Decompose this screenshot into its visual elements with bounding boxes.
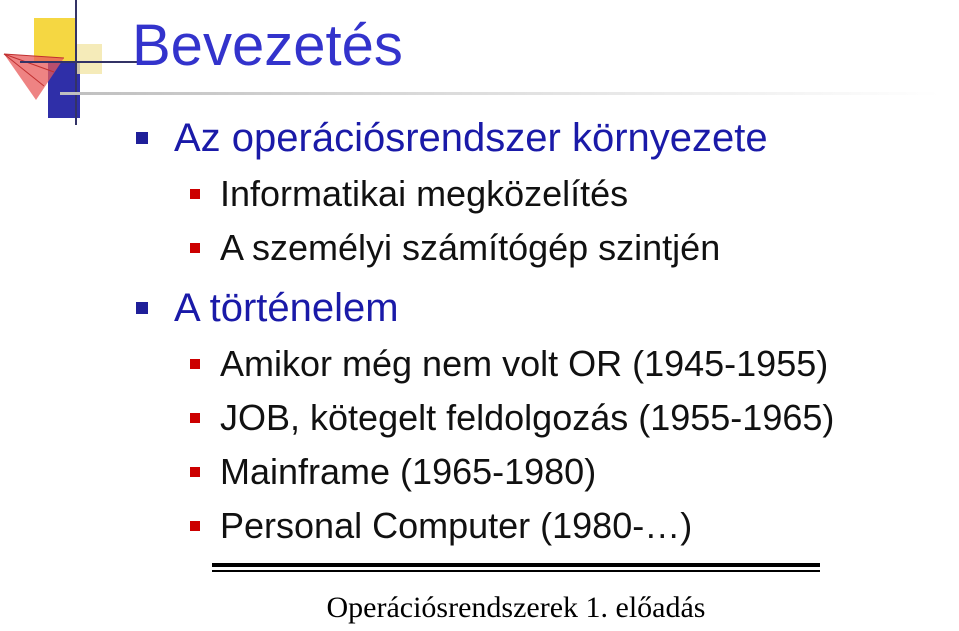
slide-title: Bevezetés xyxy=(132,13,403,78)
bullet-item-level2 xyxy=(220,450,596,494)
logo-yellow-square xyxy=(34,18,76,62)
bullet-item-level1 xyxy=(174,284,399,332)
bullet-text: A történelem xyxy=(174,286,399,330)
slide-footer: Operációsrendszerek 1. előadás xyxy=(326,591,706,624)
bullet-text: Mainframe (1965-1980) xyxy=(220,451,597,492)
square-bullet-icon xyxy=(190,243,200,253)
bullet-item-level2 xyxy=(220,396,834,440)
square-bullet-icon xyxy=(190,189,200,199)
bullet-text: Amikor még nem volt OR (1945-1955) xyxy=(220,343,829,384)
bullet-text: JOB, kötegelt feldolgozás (1955-1965) xyxy=(220,397,835,438)
footer-rule-thick xyxy=(212,563,820,567)
square-bullet-icon xyxy=(190,413,200,423)
square-bullet-icon xyxy=(190,521,200,531)
bullet-text: Az operációsrendszer környezete xyxy=(174,116,768,160)
logo-pale-square xyxy=(76,44,102,74)
slide-logo-icon xyxy=(0,0,140,125)
footer-rule-thin xyxy=(212,570,820,572)
square-bullet-icon xyxy=(136,302,148,314)
title-underline xyxy=(60,92,940,95)
bullet-item-level2 xyxy=(220,226,720,270)
bullet-text: Personal Computer (1980-…) xyxy=(220,505,693,546)
bullet-item-level2 xyxy=(220,172,628,216)
square-bullet-icon xyxy=(190,467,200,477)
bullet-text: Informatikai megközelítés xyxy=(220,173,629,214)
square-bullet-icon xyxy=(190,359,200,369)
bullet-item-level1 xyxy=(174,114,768,162)
bullet-item-level2 xyxy=(220,504,692,548)
square-bullet-icon xyxy=(136,132,148,144)
bullet-text: A személyi számítógép szintjén xyxy=(220,227,721,268)
bullet-item-level2 xyxy=(220,342,828,386)
